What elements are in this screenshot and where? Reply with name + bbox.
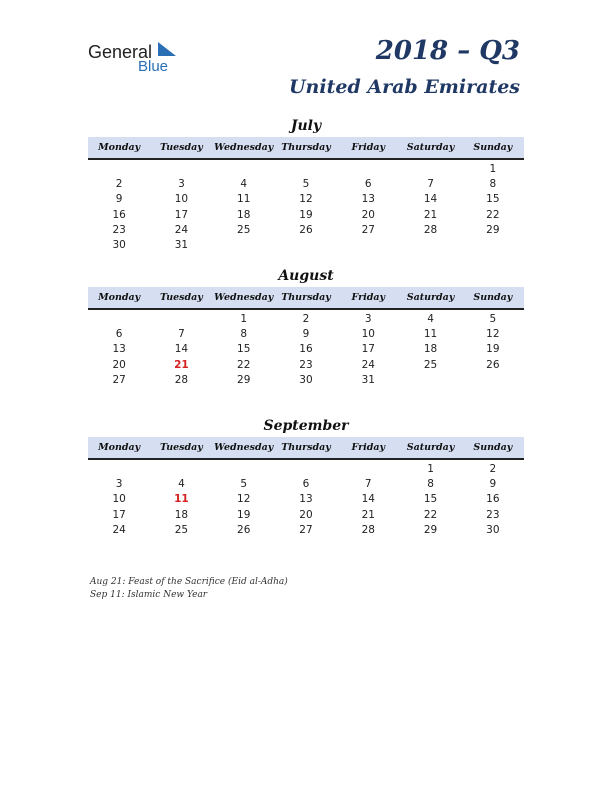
day-cell: 20 (299, 508, 313, 521)
day-cell: 4 (240, 178, 248, 191)
week-row (88, 327, 524, 342)
day-cell: 2 (115, 178, 123, 191)
day-cell (88, 312, 150, 327)
day-cell: 5 (240, 478, 248, 491)
day-cell: 25 (237, 223, 251, 236)
day-cell: 30 (112, 238, 126, 251)
day-cell (399, 373, 461, 388)
day-cell (337, 238, 399, 253)
day-cell: 19 (486, 343, 500, 356)
holiday-note: Aug 21: Feast of the Sacrifice (Eid al-Adha) (90, 577, 288, 587)
day-cell (399, 238, 461, 253)
day-cell: 1 (489, 163, 497, 175)
day-cell: 12 (299, 193, 313, 206)
day-cell: 14 (174, 343, 189, 356)
month-name: August (278, 268, 334, 284)
weekday-label: Saturday (406, 292, 455, 303)
day-cell: 30 (486, 523, 500, 536)
day-cell: 4 (178, 478, 185, 491)
day-cell: 25 (423, 358, 438, 371)
weekday-label: Sunday (473, 142, 513, 153)
day-cell: 5 (302, 178, 310, 191)
holiday-day-cell: 11 (174, 493, 189, 506)
day-cell (213, 238, 275, 253)
day-cell: 26 (486, 358, 500, 371)
day-cell: 26 (237, 523, 251, 536)
weekday-header-row (88, 137, 524, 160)
day-cell: 27 (112, 373, 126, 386)
day-cell: 16 (299, 343, 313, 356)
day-cell (337, 462, 399, 477)
day-cell: 9 (302, 328, 310, 341)
weekday-label: Tuesday (160, 442, 203, 453)
weekday-label: Saturday (406, 442, 455, 453)
week-row (88, 523, 524, 538)
weekday-label: Sunday (473, 442, 513, 453)
day-cell (275, 462, 337, 477)
day-cell: 29 (486, 223, 500, 236)
week-row (88, 312, 524, 327)
day-cell: 15 (486, 193, 500, 206)
weekday-label: Tuesday (160, 292, 203, 303)
day-cell: 14 (361, 493, 375, 506)
day-cell: 1 (240, 313, 248, 325)
day-cell: 19 (237, 508, 251, 521)
day-cell: 19 (299, 208, 313, 221)
day-cell: 29 (423, 523, 438, 536)
day-cell: 23 (112, 223, 126, 236)
week-row (88, 477, 524, 492)
month-weeks (88, 460, 524, 538)
weekday-label: Wednesday (214, 292, 274, 303)
day-cell (150, 462, 212, 477)
day-cell: 18 (174, 508, 189, 521)
day-cell: 28 (361, 523, 375, 536)
holiday-note: Sep 11: Islamic New Year (90, 590, 208, 600)
day-cell: 11 (237, 193, 251, 206)
day-cell (88, 462, 150, 477)
page-title: 2018 – Q3 (375, 36, 520, 66)
day-cell: 7 (427, 178, 434, 191)
week-row (88, 358, 524, 373)
day-cell: 13 (112, 343, 126, 356)
day-cell: 21 (361, 508, 375, 521)
day-cell: 17 (361, 343, 375, 356)
week-row (88, 177, 524, 192)
day-cell: 23 (486, 508, 500, 521)
day-cell: 1 (427, 463, 434, 475)
month-block-august (88, 266, 524, 388)
day-cell: 3 (115, 478, 123, 491)
day-cell: 21 (423, 208, 438, 221)
week-row (88, 373, 524, 388)
day-cell: 7 (364, 478, 372, 491)
weekday-label: Monday (98, 292, 141, 303)
day-cell: 15 (423, 493, 438, 506)
logo-text-general: General (88, 42, 153, 62)
week-row (88, 238, 524, 253)
weekday-label: Thursday (281, 142, 331, 153)
country-subtitle: United Arab Emirates (288, 76, 520, 98)
day-cell: 5 (489, 313, 497, 325)
generalblue-logo (88, 40, 188, 76)
day-cell: 8 (489, 178, 497, 191)
weekday-label: Saturday (406, 142, 455, 153)
day-cell: 16 (112, 208, 126, 221)
week-row (88, 462, 524, 477)
month-block-july (88, 116, 524, 253)
day-cell: 23 (299, 358, 313, 371)
day-cell (462, 373, 524, 388)
day-cell: 13 (299, 493, 313, 506)
month-name: September (263, 418, 349, 434)
day-cell: 31 (361, 373, 375, 386)
week-row (88, 492, 524, 507)
day-cell: 28 (423, 223, 438, 236)
month-weeks (88, 160, 524, 253)
day-cell: 4 (427, 313, 434, 325)
day-cell: 27 (361, 223, 375, 236)
day-cell: 3 (364, 313, 372, 325)
weekday-label: Tuesday (160, 142, 203, 153)
weekday-label: Thursday (281, 292, 331, 303)
day-cell (462, 238, 524, 253)
day-cell (275, 162, 337, 177)
weekday-label: Wednesday (214, 142, 274, 153)
day-cell (88, 162, 150, 177)
logo-triangle-icon (156, 42, 176, 58)
day-cell: 20 (361, 208, 375, 221)
day-cell: 22 (486, 208, 500, 221)
week-row (88, 162, 524, 177)
day-cell: 22 (237, 358, 251, 371)
day-cell: 15 (237, 343, 251, 356)
day-cell (213, 462, 275, 477)
month-name: July (290, 118, 322, 134)
month-weeks (88, 310, 524, 388)
day-cell (399, 162, 461, 177)
weekday-label: Thursday (281, 442, 331, 453)
day-cell (213, 162, 275, 177)
day-cell (150, 312, 212, 327)
day-cell: 9 (115, 193, 123, 206)
weekday-label: Sunday (473, 292, 513, 303)
week-row (88, 192, 524, 207)
day-cell: 22 (423, 508, 438, 521)
weekday-label: Friday (351, 292, 386, 303)
day-cell: 17 (112, 508, 126, 521)
day-cell: 7 (178, 328, 185, 341)
day-cell: 26 (299, 223, 313, 236)
day-cell (150, 162, 212, 177)
weekday-header-row (88, 287, 524, 310)
day-cell: 31 (174, 238, 189, 251)
holiday-notes (90, 576, 288, 602)
day-cell: 11 (423, 328, 438, 341)
day-cell: 10 (112, 493, 126, 506)
day-cell: 29 (237, 373, 251, 386)
week-row (88, 342, 524, 357)
day-cell: 9 (489, 478, 497, 491)
day-cell: 28 (174, 373, 189, 386)
day-cell: 6 (364, 178, 372, 191)
day-cell: 2 (302, 313, 310, 325)
day-cell: 18 (423, 343, 438, 356)
day-cell: 6 (115, 328, 123, 341)
month-block-september (88, 416, 524, 538)
day-cell: 12 (237, 493, 251, 506)
day-cell: 24 (112, 523, 126, 536)
weekday-label: Friday (351, 142, 386, 153)
day-cell: 10 (174, 193, 189, 206)
day-cell: 25 (174, 523, 189, 536)
day-cell: 3 (178, 178, 185, 191)
day-cell: 24 (361, 358, 375, 371)
week-row (88, 223, 524, 238)
day-cell: 20 (112, 358, 126, 371)
logo-text-blue: Blue (138, 58, 169, 75)
weekday-label: Monday (98, 142, 141, 153)
weekday-label: Monday (98, 442, 141, 453)
day-cell: 2 (489, 463, 497, 475)
week-row (88, 208, 524, 223)
holiday-day-cell: 21 (174, 358, 189, 371)
day-cell: 8 (427, 478, 434, 491)
week-row (88, 508, 524, 523)
day-cell: 16 (486, 493, 500, 506)
weekday-label: Friday (351, 442, 386, 453)
day-cell (275, 238, 337, 253)
day-cell (337, 162, 399, 177)
day-cell: 8 (240, 328, 248, 341)
day-cell: 6 (302, 478, 310, 491)
day-cell: 24 (174, 223, 189, 236)
day-cell: 30 (299, 373, 313, 386)
weekday-label: Wednesday (214, 442, 274, 453)
day-cell: 14 (423, 193, 438, 206)
day-cell: 17 (174, 208, 189, 221)
day-cell: 27 (299, 523, 313, 536)
day-cell: 10 (361, 328, 375, 341)
day-cell: 12 (486, 328, 500, 341)
day-cell: 18 (237, 208, 251, 221)
weekday-header-row (88, 437, 524, 460)
day-cell: 13 (361, 193, 375, 206)
